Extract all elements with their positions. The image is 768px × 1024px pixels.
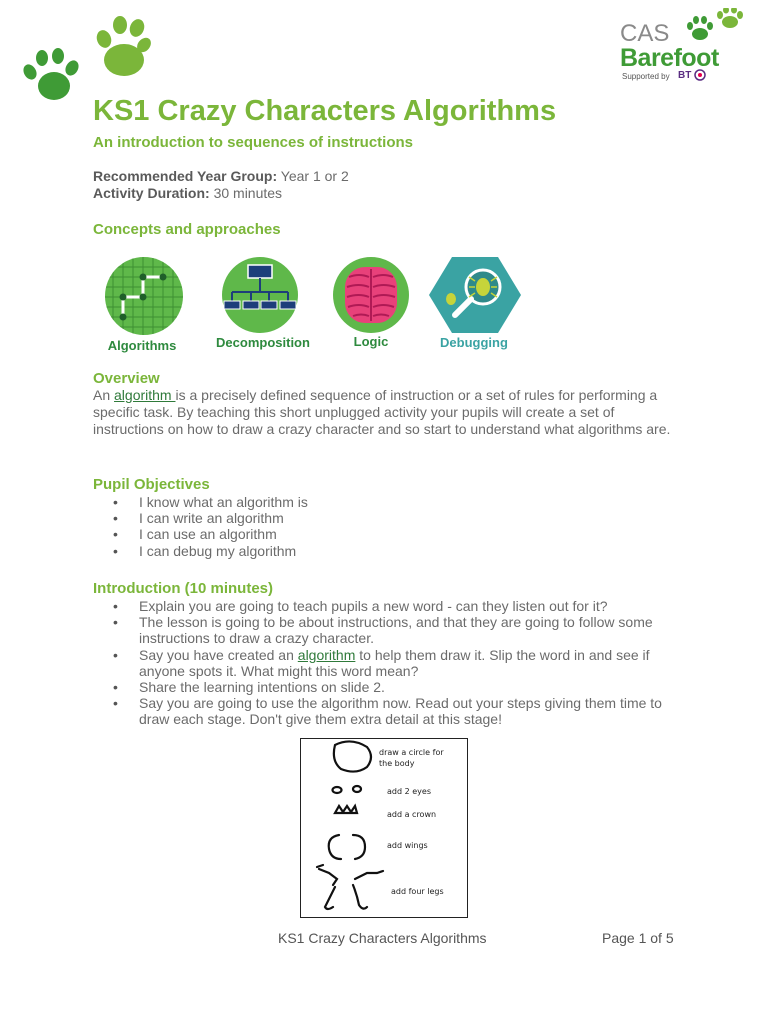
paw-print-icon xyxy=(18,12,153,107)
logo-partner-text: BT xyxy=(678,70,692,81)
duration-line xyxy=(93,185,282,201)
cas-barefoot-logo xyxy=(620,8,750,88)
list-item: • Say you are going to use the algorithm now. Read out your steps giving them time to draw each stage. Don't give them extra detail at this stage! xyxy=(93,695,693,727)
year-group-line xyxy=(93,168,349,184)
year-group-label: Recommended Year Group: xyxy=(93,168,278,184)
step-label: add four legs xyxy=(391,887,444,896)
bt-globe-icon xyxy=(694,69,706,81)
concept-label-debugging: Debugging xyxy=(440,335,508,350)
overview-heading: Overview xyxy=(93,370,160,387)
grid-path-icon xyxy=(103,257,187,337)
list-item: • I can write an algorithm xyxy=(93,510,693,526)
list-item: • Share the learning intentions on slide 2. xyxy=(93,679,693,695)
footer-page-number: Page 1 of 5 xyxy=(602,930,674,946)
overview-paragraph xyxy=(93,387,683,438)
list-item: • I can use an algorithm xyxy=(93,526,693,542)
algorithm-link[interactable]: algorithm xyxy=(297,646,356,663)
concept-label-decomposition: Decomposition xyxy=(216,335,310,350)
concepts-heading: Concepts and approaches xyxy=(93,221,281,238)
crazy-character-drawing xyxy=(300,738,468,918)
year-group-value: Year 1 or 2 xyxy=(277,168,349,184)
list-item: • The lesson is going to be about instructions, and that they are going to follow some instructions to draw a crazy character. xyxy=(93,614,693,646)
duration-label: Activity Duration: xyxy=(93,185,210,201)
magnifier-bug-icon xyxy=(429,255,521,335)
logo-barefoot-text: Barefoot xyxy=(620,44,719,72)
objectives-heading: Pupil Objectives xyxy=(93,476,210,493)
overview-text-start: An xyxy=(93,387,115,403)
brain-icon xyxy=(331,257,411,335)
list-item: • Explain you are going to teach pupils a new word - can they listen out for it? xyxy=(93,598,693,614)
step-label: draw a circle for the body xyxy=(379,748,444,768)
step-label: add a crown xyxy=(387,810,437,819)
duration-value: 30 minutes xyxy=(209,185,283,201)
list-item: • I know what an algorithm is xyxy=(93,494,693,510)
concept-label-logic: Logic xyxy=(353,334,389,349)
logo-supported-text: Supported by xyxy=(622,72,670,81)
list-item: • I can debug my algorithm xyxy=(93,543,693,559)
introduction-list xyxy=(93,598,693,728)
page-subtitle: An introduction to sequences of instructions xyxy=(93,134,414,151)
overview-text-rest: is a precisely defined sequence of instruction or a set of rules for performing a specific task. By teaching this short unplugged activity your pupils will create a set of instructions on how to draw a crazy character and so start to understand what algorithms are. xyxy=(93,387,671,437)
concept-label-algorithms: Algorithms xyxy=(107,338,177,353)
footer-doc-title: KS1 Crazy Characters Algorithms xyxy=(278,930,487,946)
logo-cas-text: CAS xyxy=(620,20,670,47)
algorithm-link[interactable]: algorithm xyxy=(114,387,176,403)
objectives-list xyxy=(93,494,693,559)
step-label: add wings xyxy=(387,841,428,850)
step-label: add 2 eyes xyxy=(387,787,431,796)
hierarchy-icon xyxy=(220,257,302,335)
page-title: KS1 Crazy Characters Algorithms xyxy=(93,95,557,127)
intro-item3-rest: to help them draw it. Slip the word in and see if anyone spots it. What might this word mean? xyxy=(139,646,650,679)
paw-print-icon xyxy=(686,8,744,42)
list-item xyxy=(93,647,693,679)
introduction-heading: Introduction (10 minutes) xyxy=(93,580,273,597)
intro-item3-start: Say you have created an xyxy=(139,646,298,663)
